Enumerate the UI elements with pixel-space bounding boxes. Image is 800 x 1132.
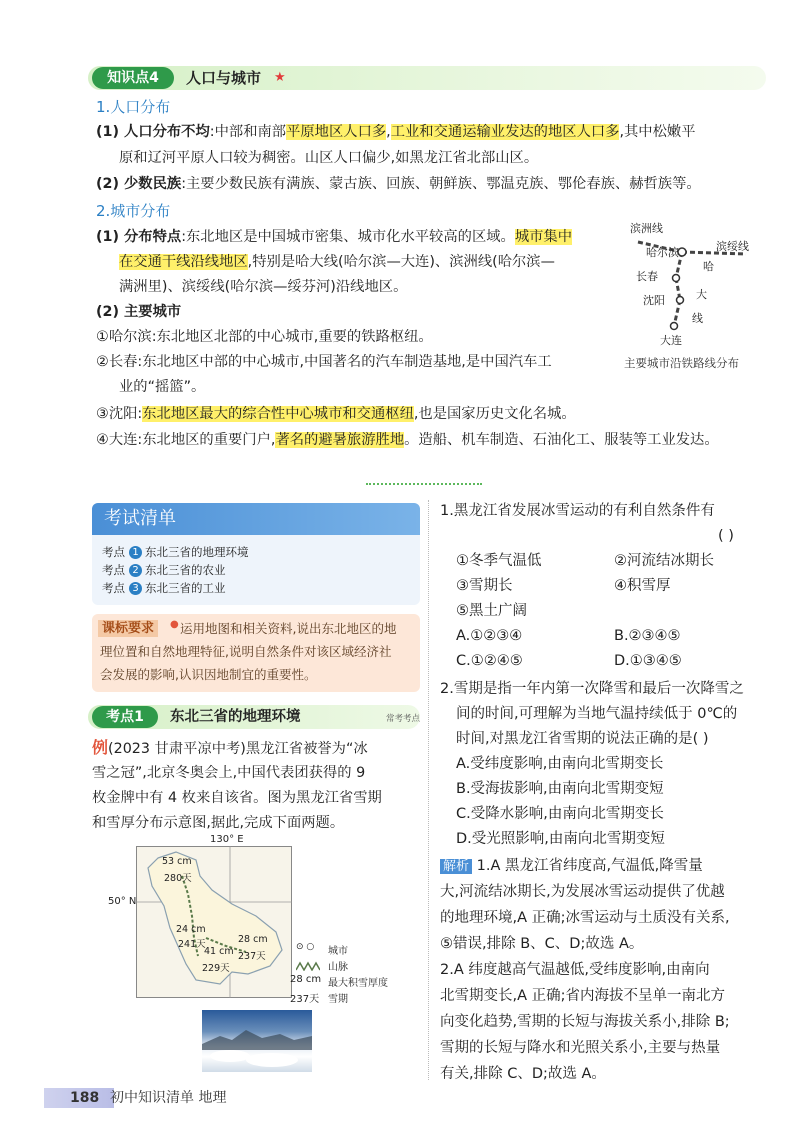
snow-map	[136, 846, 292, 998]
analysis-line-9: 有关,排除 C、D;故选 A。	[440, 1066, 606, 1082]
analysis-line-6: 北雪期变长,A 正确;省内海拔不呈单一南北方	[440, 988, 726, 1004]
knowledge-point-tag: 知识点4	[92, 67, 174, 89]
subheading-population: 1.人口分布	[96, 98, 171, 116]
curriculum-line-2: 理位置和自然地理特征,说明自然条件对该区域经济社	[100, 644, 392, 659]
longitude-label: 130° E	[210, 834, 244, 845]
q1-item-5: ⑤黑土广阔	[456, 603, 527, 619]
city-dalian: ④大连:东北地区的重要门户,著名的避暑旅游胜地。造船、机车制造、石油化工、服装等工业发达。	[96, 432, 719, 448]
example-line-2: 雪之冠”,北京冬奥会上,中国代表团获得的 9	[92, 765, 366, 781]
footer-title: 初中知识清单 地理	[110, 1090, 227, 1106]
exam-item-3: 考点 3 东北三省的工业	[102, 581, 226, 595]
q1-option-b: B.②③④⑤	[614, 628, 681, 644]
topic1-title: 东北三省的地理环境	[170, 709, 301, 725]
star-icon: ★	[274, 70, 286, 85]
label-changchun: 长春	[636, 270, 658, 283]
minority-line: (2) 少数民族:主要少数民族有满族、蒙古族、回族、朝鲜族、鄂温克族、鄂伦春族、赫哲族等。	[96, 176, 701, 192]
bullet-icon: ●	[170, 619, 179, 630]
q1-stem: 1.黑龙江省发展冰雪运动的有利自然条件有	[440, 503, 715, 519]
q1-item-2: ②河流结冰期长	[614, 553, 714, 569]
analysis-line-1: 解析 1.A 黑龙江省纬度高,气温低,降雪量	[440, 854, 703, 879]
analysis-line-4: ⑤错误,排除 B、C、D;故选 A。	[440, 936, 644, 952]
dalian-dot	[671, 323, 678, 330]
q1-option-a: A.①②③④	[456, 628, 523, 644]
label-da: 大	[696, 288, 707, 301]
q1-item-3: ③雪期长	[456, 578, 513, 594]
q1-item-1: ①冬季气温低	[456, 553, 542, 569]
map-value-53cm: 53 cm	[162, 856, 192, 867]
legend-city: 城市	[328, 946, 348, 957]
analysis-line-3: 的地理环境,A 正确;冰雪运动与土质没有关系,	[440, 910, 730, 926]
city-changchun-1: ②长春:东北地区中部的中心城市,中国著名的汽车制造基地,是中国汽车工	[96, 354, 552, 370]
q1-item-4: ④积雪厚	[614, 578, 671, 594]
q2-option-a: A.受纬度影响,由南向北雪期变长	[456, 756, 664, 772]
q1-answer-paren: ( )	[718, 528, 734, 544]
city-distribution-line-2: 在交通干线沿线地区,特别是哈大线(哈尔滨—大连)、滨洲线(哈尔滨—	[119, 254, 555, 270]
legend-period: 雪期	[328, 994, 348, 1005]
changchun-dot	[673, 275, 680, 282]
frequency-label: 常考考点	[386, 714, 421, 724]
exam-item-2: 考点 2 东北三省的农业	[102, 563, 226, 577]
latitude-label: 50° N	[108, 896, 137, 907]
city-distribution-line-3: 满洲里)、滨绥线(哈尔滨—绥芬河)沿线地区。	[119, 279, 408, 295]
label-dalian: 大连	[660, 334, 682, 347]
label-shenyang: 沈阳	[643, 294, 665, 307]
analysis-tag: 解析	[440, 859, 472, 874]
city-harbin: ①哈尔滨:东北地区北部的中心城市,重要的铁路枢纽。	[96, 329, 433, 345]
q1-option-c: C.①②④⑤	[456, 653, 523, 669]
map-value-280d: 280天	[164, 873, 192, 884]
label-xian: 线	[692, 312, 703, 325]
q2-option-b: B.受海拔影响,由南向北雪期变短	[456, 781, 664, 797]
curriculum-line-1: 运用地图和相关资料,说出东北地区的地	[180, 621, 397, 636]
map-value-24cm: 24 cm	[176, 924, 206, 935]
map-value-41cm: 41 cm	[204, 946, 234, 957]
page-number: 188	[70, 1090, 100, 1106]
q2-option-c: C.受降水影响,由南向北雪期变长	[456, 806, 664, 822]
q1-option-d: D.①③④⑤	[614, 653, 682, 669]
map-value-229d: 229天	[202, 963, 230, 974]
snow-photo-detail	[202, 1010, 312, 1072]
analysis-line-7: 向变化趋势,雪期的长短与海拔关系小,排除 B;	[440, 1014, 730, 1030]
section-title: 人口与城市	[186, 69, 262, 87]
example-line-3: 枚金牌中有 4 枚来自该省。图为黑龙江省雪期	[92, 790, 382, 806]
main-cities-heading: (2) 主要城市	[96, 304, 182, 320]
mountain-icon	[296, 961, 320, 971]
label-binzhou: 滨洲线	[630, 222, 663, 235]
curriculum-tag: 课标要求	[98, 620, 158, 637]
population-line-1: (1) 人口分布不均:中部和南部平原地区人口多,工业和交通运输业发达的地区人口多,其中松嫩平	[96, 124, 696, 140]
city-shenyang: ③沈阳:东北地区最大的综合性中心城市和交通枢纽,也是国家历史文化名城。	[96, 406, 576, 422]
legend-period-symbol: 237天	[290, 994, 320, 1005]
map-value-237d: 237天	[238, 951, 266, 962]
harbin-dot	[678, 248, 686, 256]
legend-depth-symbol: 28 cm	[290, 974, 322, 985]
map-value-241d: 241天	[178, 939, 206, 950]
curriculum-line-3: 会发展的影响,认识因地制宜的重要性。	[100, 667, 317, 682]
q2-stem-2: 间的时间,可理解为当地气温持续低于 0℃的	[456, 706, 738, 722]
legend-city-icon: ⊙ ○	[296, 942, 315, 952]
city-changchun-2: 业的“摇篮”。	[119, 379, 206, 395]
railway-caption: 主要城市沿铁路线分布	[624, 356, 739, 370]
q2-stem-1: 2.雪期是指一年内第一次降雪和最后一次降雪之	[440, 681, 744, 697]
map-value-28cm: 28 cm	[238, 934, 268, 945]
population-line-2: 原和辽河平原人口较为稠密。山区人口偏少,如黑龙江省北部山区。	[119, 150, 539, 166]
example-line-1: 例(2023 甘肃平凉中考)黑龙江省被誉为“冰	[92, 738, 368, 757]
topic1-tag: 考点1	[92, 706, 158, 728]
exam-item-1: 考点 1 东北三省的地理环境	[102, 545, 249, 559]
q2-stem-3: 时间,对黑龙江省雪期的说法正确的是( )	[456, 731, 709, 747]
exam-list-header: 考试清单	[92, 503, 420, 535]
label-ha: 哈	[703, 260, 714, 273]
city-distribution-line-1: (1) 分布特点:东北地区是中国城市密集、城市化水平较高的区域。城市集中	[96, 229, 573, 245]
section-divider	[366, 483, 482, 487]
legend-depth: 最大积雪厚度	[328, 978, 388, 989]
analysis-line-8: 雪期的长短与降水和光照关系小,主要与热量	[440, 1040, 721, 1056]
label-harbin: 哈尔滨	[646, 246, 679, 259]
subheading-cities: 2.城市分布	[96, 202, 171, 220]
analysis-line-2: 大,河流结冰期长,为发展冰雪运动提供了优越	[440, 884, 725, 900]
exam-list-items	[102, 543, 249, 597]
shenyang-dot	[677, 297, 684, 304]
q2-option-d: D.受光照影响,由南向北雪期变短	[456, 831, 665, 847]
example-line-4: 和雪厚分布示意图,据此,完成下面两题。	[92, 815, 345, 831]
label-binsui: 滨绥线	[716, 240, 749, 253]
analysis-line-5: 2.A 纬度越高气温越低,受纬度影响,由南向	[440, 962, 710, 978]
column-divider	[428, 500, 430, 1080]
legend-mountain: 山脉	[328, 962, 348, 973]
